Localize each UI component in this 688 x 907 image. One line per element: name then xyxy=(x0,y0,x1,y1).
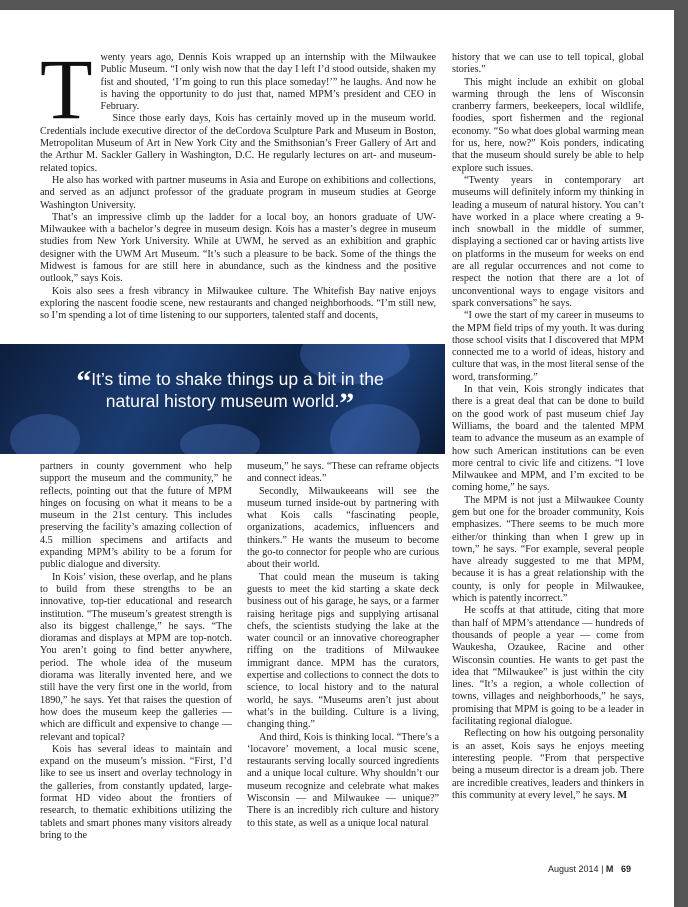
article-intro xyxy=(40,41,436,323)
column-3 xyxy=(452,52,644,802)
paragraph: In that vein, Kois strongly indicates that there is a great deal that can be done to build on the good work of past museum chief Jay Williams, the board and the talented MPM team to advance the museum as an example of how such American institutions can be even more central to civic life and citizens. “I love Milwaukee and MPM, and I’m excited to be coming home,” he says. xyxy=(452,384,644,494)
paragraph: “I owe the start of my career in museums to the MPM field trips of my youth. It was during those school visits that I discovered that MPM connected me to a world of ideas, history and culture that was, in the most literal sense of the word, transforming.” xyxy=(452,310,644,383)
paragraph: Secondly, Milwaukeeans will see the museum turned inside-out by partnering with what Kois calls “fascinating people, organizations, academics, influencers and thinkers.” He wants the museum to become the go-to connector for people who are curious about their world. xyxy=(247,485,439,571)
paragraph: partners in county government who help support the museum and the community,” he reflects, pointing out that the future of MPM hinges on focusing on what it means to be a museum in the 21st century. This includes preserving the facility’s amazing collection of 4.5 million specimens and artifacts and expanding MPM’s ability to be a forum for public dialogue and diversity. xyxy=(40,461,232,571)
paragraph: In Kois’ vision, these overlap, and he plans to build from these strengths to be an innovative, top-tier educational and research institution. “The museum’s greatest strength is also its biggest challenge,” he says. “The dioramas and displays at MPM are top-notch. You aren’t going to find better anywhere, period. The whole idea of the museum diorama was literally invented here, and we still have the very first one in the world, from 1890,” he says. Yet that raises the question of how does the museum keep the galleries — which are difficult and expensive to change — relevant and topical? xyxy=(40,571,232,743)
paragraph: museum,” he says. “These can reframe objects and connect ideas.” xyxy=(247,461,439,485)
footer-separator: | xyxy=(601,864,604,874)
paragraph: The MPM is not just a Milwaukee County gem but one for the broader community, Kois emphasizes. “There seems to be much more either/or thinking than when I grew up in town,” he says. “For example, several people have already suggested to me that MPM, because it is has a great relationship with the county, is only for people in Milwaukee, which is patently incorrect.” xyxy=(452,494,644,605)
paragraph: He also has worked with partner museums in Asia and Europe on exhibitions and collections, and served as an adjunct professor of the graduate program in museum studies at George Washington University. xyxy=(40,174,436,211)
paragraph: He scoffs at that attitude, citing that more than half of MPM’s attendance — hundreds of thousands of people a year — come from Waukesha, Ozaukee, Racine and other Wisconsin counties. He wants to get past the idea that “Milwaukee” is just within the city lines. “It’s a region, a whole collection of towns, villages and neighborhoods,” he says, promising that MPM is going to be a leader in facilitating regional dialogue. xyxy=(452,605,644,728)
paragraph: That’s an impressive climb up the ladder for a local boy, an honors graduate of UW-Milwaukee with a bachelor’s degree in museum design. Kois has a master’s degree in museum studies from New York University. While at UWM, he served as an exhibition and graphic designer with the UWM Art Museum. “It’s such a pleasure to be back. Some of the things the Midwest is famous for are still here in abundance, such as the kindness and the positive outlook,” says Kois. xyxy=(40,211,436,285)
pull-quote xyxy=(60,365,400,420)
paragraph: Kois has several ideas to maintain and expand on the museum’s mission. “First, I’d like to see us insert and overlay technology in the galleries, from constantly updated, large-format HD video about the frontiers of research, to thematic exhibitions utilizing the tablets and smart phones many visitors already bring to the xyxy=(40,743,232,841)
magazine-brand: M xyxy=(605,864,614,874)
paragraph: Reflecting on how his outgoing personality is an asset, Kois says he enjoys meeting interesting people. “From that perspective being a museum director is a dream job. There are incredible creatives, leaders and thinkers in this community at every level,” he says. xyxy=(452,728,644,801)
column-1 xyxy=(40,461,232,842)
pull-quote-banner xyxy=(0,344,445,454)
paragraph: And third, Kois is thinking local. “There’s a ‘locavore’ movement, a local music scene, restaurants serving locally sourced ingredients and a unique local culture. Why shouldn’t our museum recognize and celebrate what makes Wisconsin — and Milwaukee — unique?” There is an incredibly rich culture and history to this state, as well as a unique local natural xyxy=(247,731,439,829)
paragraph: That could mean the museum is taking guests to meet the kid starting a skate deck business out of his garage, he says, or a farmer raising heritage pigs and supplying artisanal chefs, the scientists studying the lake at the water council or an innovative choreographer riffing on the traditions of Milwaukee immigrant dance. MPM has the curators, expertise and collections to connect the dots to science, to local history and to the natural world, he says. “Museums aren’t just about what’s in the building. Culture is a living, changing thing.” xyxy=(247,571,439,731)
issue-date: August 2014 xyxy=(548,864,599,874)
top-bar xyxy=(0,0,688,10)
paragraph: Kois also sees a fresh vibrancy in Milwaukee culture. The Whitefish Bay native enjoys exploring the nascent foodie scene, new restaurants and changed neighborhoods. “I’m still new, so I’m spending a lot of time listening to our supporters, talented staff and docents, xyxy=(40,285,436,322)
paragraph: “Twenty years in contemporary art museums will definitely inform my thinking in leading a museum of natural history. You can’t have worked in a place where creating a 9-inch snowball in the middle of summer, displaying a sectioned car or having artists live on platforms in the museum for weeks on end are all regular occurrences and not come to respect the notion that there are a lot of unconventional ways to engage visitors and spark conversations” he says. xyxy=(452,174,644,309)
pull-quote-text: It’s time to shake things up a bit in the natural history museum world. xyxy=(91,369,384,411)
end-mark: M xyxy=(617,789,628,801)
paragraph-last xyxy=(452,728,644,802)
paragraph: This might include an exhibit on global warming through the lens of Wisconsin cranberry farmers, beekeepers, local wildlife, foodies, sport fishermen and the regional economy. “So what does global warming mean for us, here, now?” Kois ponders, indicating that the museum should surely be able to help explore such issues. xyxy=(452,76,645,174)
paragraph: Since those early days, Kois has certainly moved up in the museum world. Credentials include executive director of the deCordova Sculpture Park and Museum in Boston, Metropolitan Museum of Art in New York City and the Smithsonian’s Freer Gallery of Art and the Arthur M. Sackler Gallery in Washington, D.C. He regularly lectures on art- and museum-related topics. xyxy=(40,113,436,174)
close-quote-mark: ” xyxy=(339,387,355,420)
page-number: 69 xyxy=(620,864,631,874)
open-quote-mark: “ xyxy=(76,365,92,398)
column-2 xyxy=(247,461,439,830)
paragraph: history that we can use to tell topical, global stories.” xyxy=(452,52,644,76)
page-footer xyxy=(548,864,631,874)
paragraph: wenty years ago, Dennis Kois wrapped up an internship with the Milwaukee Public Museum. “I only wish now that the day I left I’d stood outside, shaken my fist and shouted, ‘I’m going to run this place someday!’” he laughs. And now he is having the opportunity to do just that, named MPM’s president and CEO in February. xyxy=(100,52,436,113)
drop-cap: T xyxy=(40,41,93,137)
